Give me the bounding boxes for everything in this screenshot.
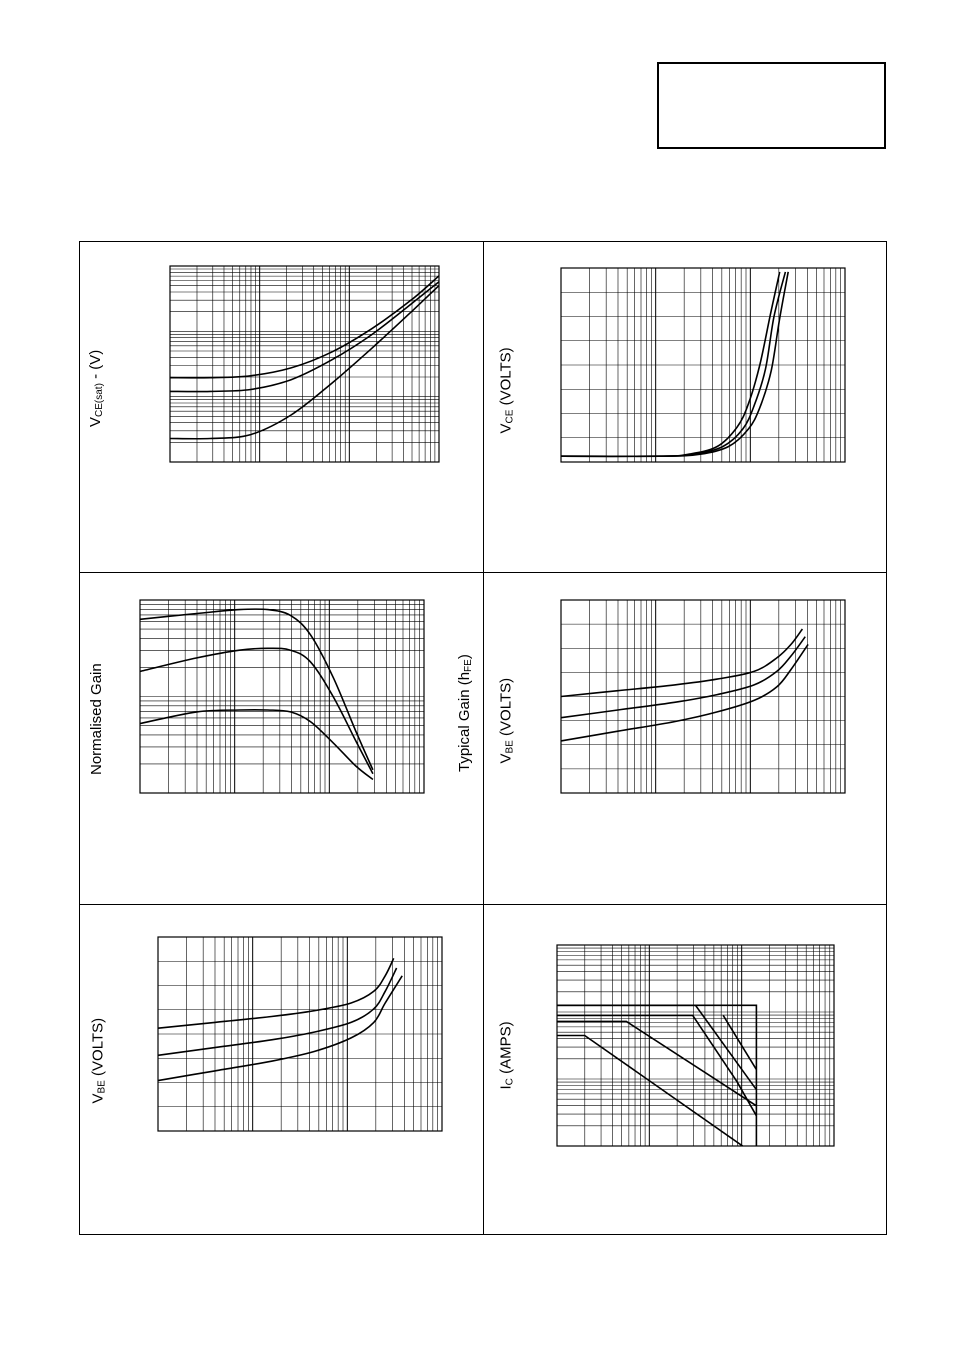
vcesat-ylabel-tail: - (V) — [87, 349, 104, 384]
ic-ylabel-main: I — [497, 1085, 515, 1090]
vcesat-ylabel-main: V — [87, 416, 104, 427]
vcesat-series-2 — [170, 286, 439, 439]
vce-ylabel-sub: CE — [504, 409, 516, 424]
vbe-left-series-2 — [158, 976, 402, 1081]
soa-series-2 — [557, 1015, 756, 1115]
typical-gain-ylabel-sub: FE — [463, 659, 474, 672]
vbe-right-ylabel-sub: BE — [504, 740, 516, 754]
vbe-right-series-0 — [561, 629, 802, 697]
vbe-left-ylabel-main: V — [89, 1093, 107, 1104]
vbe-left-series-0 — [158, 958, 394, 1028]
vce-series-0 — [561, 272, 780, 456]
ic-ylabel-sub: C — [504, 1078, 516, 1086]
vce-ylabel-tail: (VOLTS) — [497, 347, 515, 410]
vce-series-1 — [561, 272, 785, 456]
vbe-right-ylabel-tail: (VOLTS) — [497, 677, 515, 741]
typical-gain-ylabel-main: Typical Gain (h — [456, 671, 473, 772]
vcesat-ylabel-sub: CE(sat) — [94, 383, 105, 417]
vbe-left-ylabel-sub: BE — [96, 1080, 108, 1094]
ic-ylabel-tail: (AMPS) — [497, 1021, 515, 1079]
soa-series-5 — [723, 1015, 756, 1069]
typical-gain-ylabel-tail: ) — [456, 654, 473, 660]
soa-series-1 — [557, 1005, 756, 1089]
vce-series-2 — [561, 272, 788, 456]
gain-series-0 — [140, 609, 373, 770]
vcesat-series-0 — [170, 276, 439, 378]
vcesat-series-1 — [170, 282, 439, 392]
vbe-left-series-1 — [158, 968, 397, 1055]
vbe-right-series-1 — [561, 637, 805, 718]
vbe-right-ylabel-main: V — [497, 753, 515, 764]
soa-series-3 — [557, 1021, 756, 1105]
gain-series-2 — [140, 710, 373, 780]
vbe-left-ylabel-tail: (VOLTS) — [89, 1017, 107, 1081]
gain-series-1 — [140, 648, 373, 773]
vce-ylabel-main: V — [497, 423, 515, 434]
soa-series-0 — [557, 1005, 756, 1146]
gain-ylabel-text: Normalised Gain — [88, 663, 105, 775]
